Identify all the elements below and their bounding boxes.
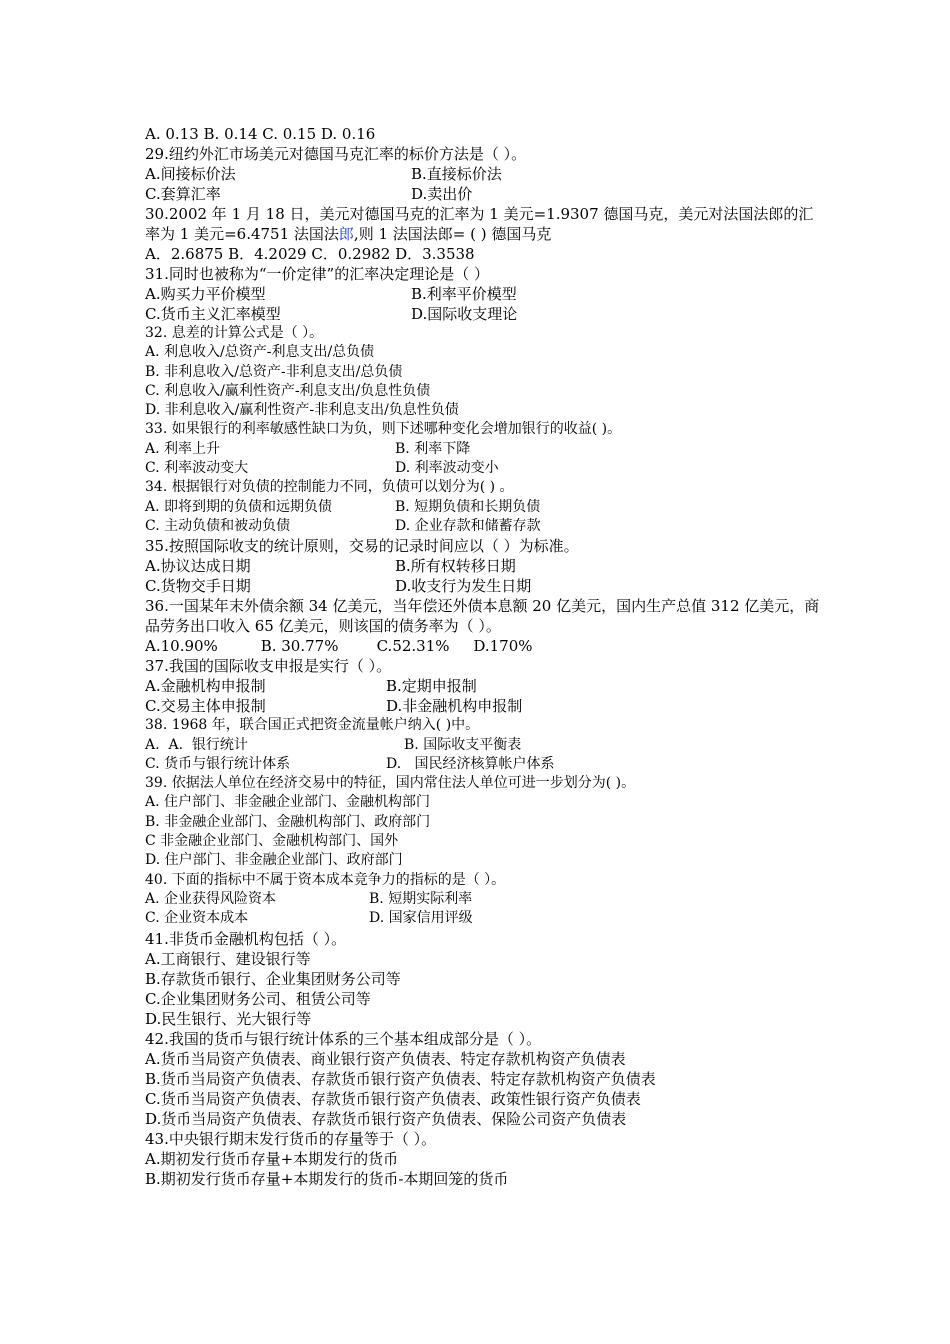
question-text-body xyxy=(145,124,825,1189)
options-line-28: A. 0.13 B. 0.14 C. 0.15 D. 0.16 xyxy=(145,125,376,143)
option-32-b: B. 非利息收入/总资产-非利息支出/总负债 xyxy=(145,363,403,380)
option-c: C. 货币与银行统计体系 xyxy=(145,755,291,772)
option-c: C.货币主义汇率模型 xyxy=(145,305,281,323)
question-37: 37.我国的国际收支申报是实行（ ）。 xyxy=(145,657,392,676)
options-line-37-cd xyxy=(145,696,825,716)
options-line-38-ab xyxy=(145,736,825,755)
option-32-d: D. 非利息收入/赢利性资产-非利息支出/负息性负债 xyxy=(145,402,459,419)
options-line-40-cd xyxy=(145,909,825,928)
option-43-a: A.期初发行货币存量+本期发行的货币 xyxy=(145,1149,399,1168)
option-42-b: B.货币当局资产负债表、存款货币银行资产负债表、特定存款机构资产负债表 xyxy=(145,1069,656,1088)
option-41-c: C.企业集团财务公司、租赁公司等 xyxy=(145,989,371,1008)
options-line-30: A．2.6875 B．4.2029 C．0.2982 D．3.3538 xyxy=(145,245,475,263)
question-29: 29.纽约外汇市场美元对德国马克汇率的标价方法是（ ）。 xyxy=(145,145,527,163)
option-a: A. 利率上升 xyxy=(145,440,221,457)
option-c: C. 主动负债和被动负债 xyxy=(145,517,291,534)
question-38: 38. 1968 年，联合国正式把资金流量帐户纳入( )中。 xyxy=(145,717,480,734)
question-31: 31.同时也被称为“一价定律”的汇率决定理论是（ ） xyxy=(145,265,489,283)
option-d: D. 国民经济核算帐户体系 xyxy=(386,755,555,772)
question-40: 40. 下面的指标中不属于资本成本竞争力的指标的是（ ）。 xyxy=(145,871,506,888)
option-c: C. 利率波动变大 xyxy=(145,460,249,477)
options-line-29-cd xyxy=(145,184,825,204)
option-b: B.利率平价模型 xyxy=(411,285,517,303)
option-a: A. 即将到期的负债和远期负债 xyxy=(145,498,333,515)
question-39: 39. 依据法人单位在经济交易中的特征，国内常住法人单位可进一步划分为( )。 xyxy=(145,775,636,792)
option-39-b: B. 非金融企业部门、金融机构部门、政府部门 xyxy=(145,813,431,830)
option-c: C.套算汇率 xyxy=(145,185,221,203)
options-line-37-ab xyxy=(145,676,825,696)
question-36: 36.一国某年末外债余额 34 亿美元，当年偿还外债本息额 20 亿美元，国内生产总值 312 亿美元，商品劳务出口收入 65 亿美元，则该国的债务率为（ ）。 xyxy=(145,597,820,636)
question-42: 42.我国的货币与银行统计体系的三个基本组成部分是（ ）。 xyxy=(145,1029,542,1048)
option-c: C.交易主体申报制 xyxy=(145,697,266,716)
options-line-34-cd xyxy=(145,517,825,536)
question-41: 41.非货币金融机构包括（ ）。 xyxy=(145,929,347,948)
options-line-29-ab xyxy=(145,164,825,184)
option-a: A. 企业获得风险资本 xyxy=(145,890,277,907)
question-34: 34. 根据银行对负债的控制能力不同，负债可以划分为( ) 。 xyxy=(145,479,514,496)
option-d: D.国际收支理论 xyxy=(411,305,518,323)
option-a: A.间接标价法 xyxy=(145,165,236,183)
options-line-31-cd xyxy=(145,304,825,324)
option-b: B.所有权转移日期 xyxy=(395,557,516,576)
options-line-33-ab xyxy=(145,440,825,459)
option-42-c: C.货币当局资产负债表、存款货币银行资产负债表、政策性银行资产负债表 xyxy=(145,1089,641,1108)
option-43-b: B.期初发行货币存量+本期发行的货币-本期回笼的货币 xyxy=(145,1169,509,1188)
option-a: A.协议达成日期 xyxy=(145,557,251,576)
option-b: B. 短期负债和长期负债 xyxy=(395,498,541,515)
option-a: A. A. 银行统计 xyxy=(145,736,248,753)
option-39-d: D. 住户部门、非金融企业部门、政府部门 xyxy=(145,852,403,869)
option-32-c: C. 利息收入/赢利性资产-利息支出/负息性负债 xyxy=(145,382,431,399)
options-line-36: A.10.90% B. 30.77% C.52.31% D.170% xyxy=(145,637,533,656)
options-line-33-cd xyxy=(145,459,825,478)
options-line-34-ab xyxy=(145,498,825,517)
option-b: B. 短期实际利率 xyxy=(369,890,473,907)
option-b: B.直接标价法 xyxy=(411,165,502,183)
options-line-35-cd xyxy=(145,576,825,596)
option-b: B. 国际收支平衡表 xyxy=(404,736,522,753)
question-35: 35.按照国际收支的统计原则，交易的记录时间应以（ ）为标准。 xyxy=(145,537,579,556)
option-41-a: A.工商银行、建设银行等 xyxy=(145,949,311,968)
option-d: D. 企业存款和储蓄存款 xyxy=(395,517,541,534)
option-42-a: A.货币当局资产负债表、商业银行资产负债表、特定存款机构资产负债表 xyxy=(145,1049,626,1068)
option-c: C. 企业资本成本 xyxy=(145,910,249,927)
option-a: A.购买力平价模型 xyxy=(145,285,266,303)
option-d: D.卖出价 xyxy=(411,185,473,203)
option-d: D. 国家信用评级 xyxy=(369,910,473,927)
option-a: A.金融机构申报制 xyxy=(145,677,266,696)
options-line-40-ab xyxy=(145,890,825,909)
option-c: C.货物交手日期 xyxy=(145,577,251,596)
option-39-a: A. 住户部门、非金融企业部门、金融机构部门 xyxy=(145,794,431,811)
option-41-b: B.存款货币银行、企业集团财务公司等 xyxy=(145,969,401,988)
options-line-31-ab xyxy=(145,284,825,304)
option-41-d: D.民生银行、光大银行等 xyxy=(145,1009,312,1028)
question-33: 33. 如果银行的利率敏感性缺口为负，则下述哪种变化会增加银行的收益( )。 xyxy=(145,421,622,438)
option-d: D.非金融机构申报制 xyxy=(386,697,523,716)
option-39-c: C 非金融企业部门、金融机构部门、国外 xyxy=(145,833,399,850)
question-43: 43.中央银行期末发行货币的存量等于（ ）。 xyxy=(145,1129,437,1148)
option-32-a: A. 利息收入/总资产-利息支出/总负债 xyxy=(145,344,375,361)
question-32: 32. 息差的计算公式是（ ）。 xyxy=(145,325,324,341)
highlighted-character: 郎 xyxy=(338,225,354,243)
options-line-38-cd xyxy=(145,755,825,774)
option-b: B. 利率下降 xyxy=(395,440,471,457)
question-30: 30.2002 年 1 月 18 日，美元对德国马克的汇率为 1 美元=1.9307 德国马克，美元对法国法郎的汇率为 1 美元=6.4751 法国法郎,则 1 法国法郎= ( ) 德国马克 xyxy=(145,205,814,243)
options-line-35-ab xyxy=(145,556,825,576)
option-d: D.收支行为发生日期 xyxy=(395,577,532,596)
option-b: B.定期申报制 xyxy=(386,677,477,696)
option-42-d: D.货币当局资产负债表、存款货币银行资产负债表、保险公司资产负债表 xyxy=(145,1109,627,1128)
option-d: D. 利率波动变小 xyxy=(395,460,499,477)
